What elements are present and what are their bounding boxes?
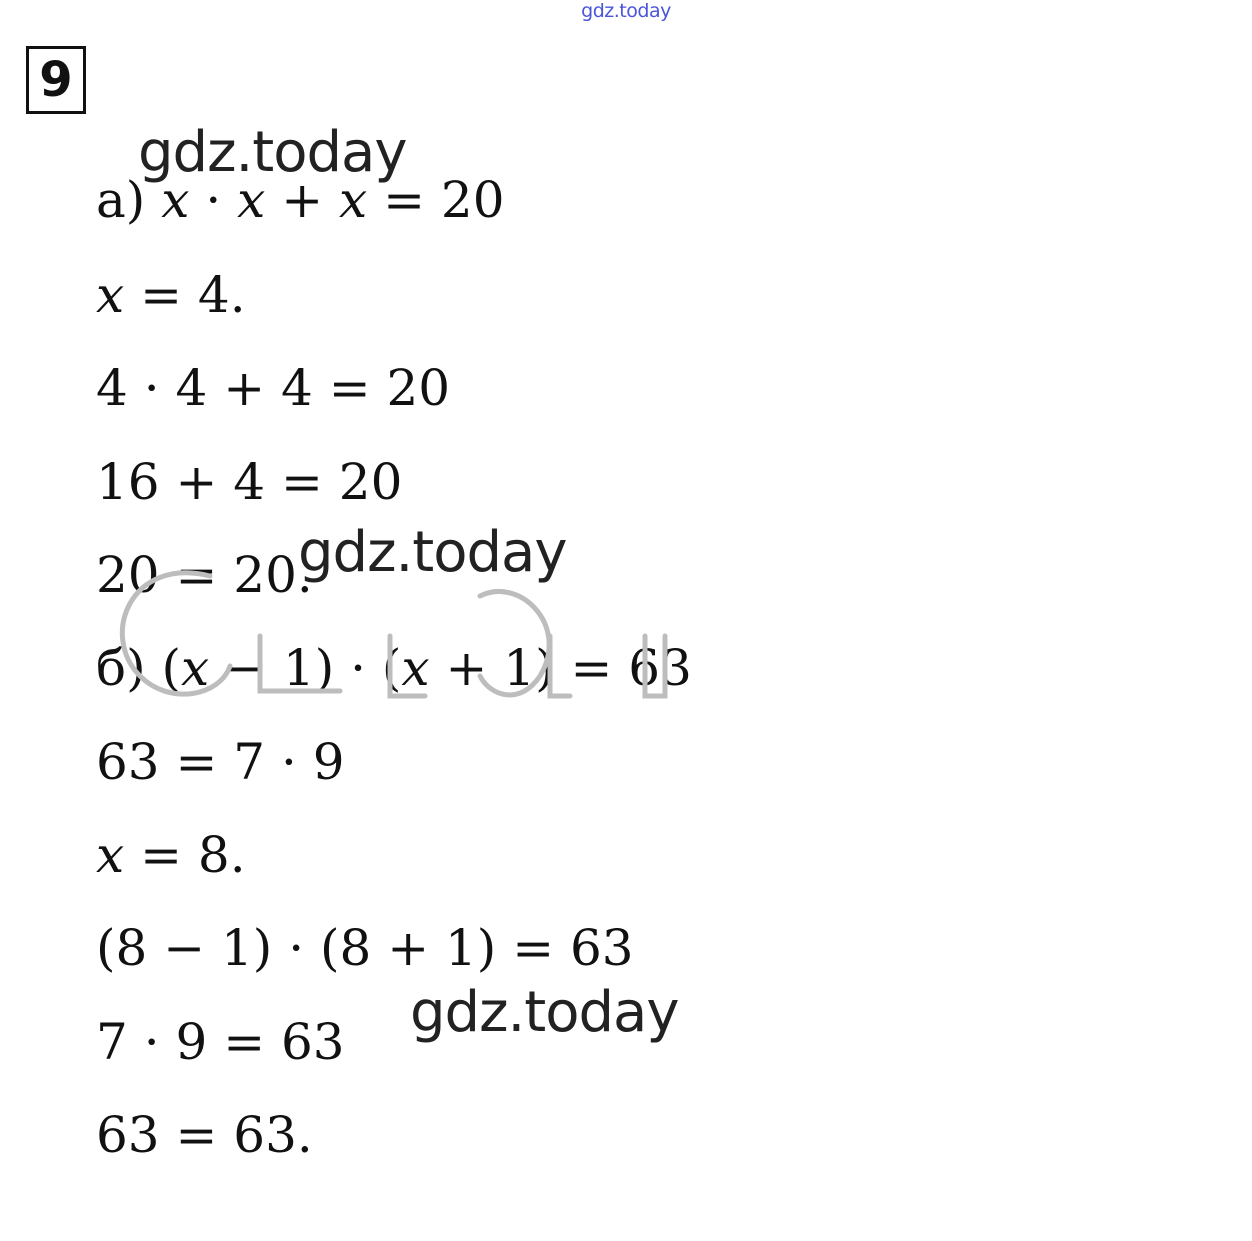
variable-x: x — [339, 171, 368, 229]
equation-line — [96, 638, 692, 698]
equation-text: 20 = 20. — [96, 546, 313, 604]
equation-text: + 1) = 63 — [429, 639, 692, 697]
equation-line — [96, 1105, 313, 1165]
equation-text: 7 · 9 = 63 — [96, 1013, 345, 1071]
variable-x: x — [401, 639, 430, 697]
equation-text: 63 = 63. — [96, 1106, 313, 1164]
header-watermark: gdz.today — [581, 0, 671, 22]
equation-text: 4 · 4 + 4 = 20 — [96, 359, 451, 417]
variable-x: x — [96, 826, 125, 884]
watermark-text: gdz.today — [410, 980, 679, 1045]
variable-x: x — [237, 171, 266, 229]
variable-x: x — [181, 639, 210, 697]
watermark-text: gdz.today — [138, 120, 407, 185]
equation-text: = 8. — [124, 826, 246, 884]
equation-text: − 1) · ( — [209, 639, 402, 697]
equation-text: а) — [96, 171, 162, 229]
equation-line — [96, 918, 634, 978]
equation-text: (8 − 1) · (8 + 1) = 63 — [96, 919, 634, 977]
variable-x: x — [96, 266, 125, 324]
equation-text: = 4. — [124, 266, 246, 324]
equation-text: = 20 — [367, 171, 505, 229]
watermark-text: gdz.today — [298, 520, 567, 585]
task-number-box: 9 — [26, 46, 86, 114]
equation-text: 63 = 7 · 9 — [96, 733, 345, 791]
equation-text: б) ( — [96, 639, 182, 697]
equation-text: · — [189, 171, 238, 229]
equation-line — [96, 545, 313, 605]
equation-text: + — [265, 171, 339, 229]
equation-line — [96, 452, 402, 512]
equation-line — [96, 265, 246, 325]
equation-text: 16 + 4 = 20 — [96, 453, 403, 511]
equation-line — [96, 825, 246, 885]
variable-x: x — [161, 171, 190, 229]
equation-line — [96, 1012, 345, 1072]
equation-line — [96, 732, 345, 792]
equation-line — [96, 358, 450, 418]
